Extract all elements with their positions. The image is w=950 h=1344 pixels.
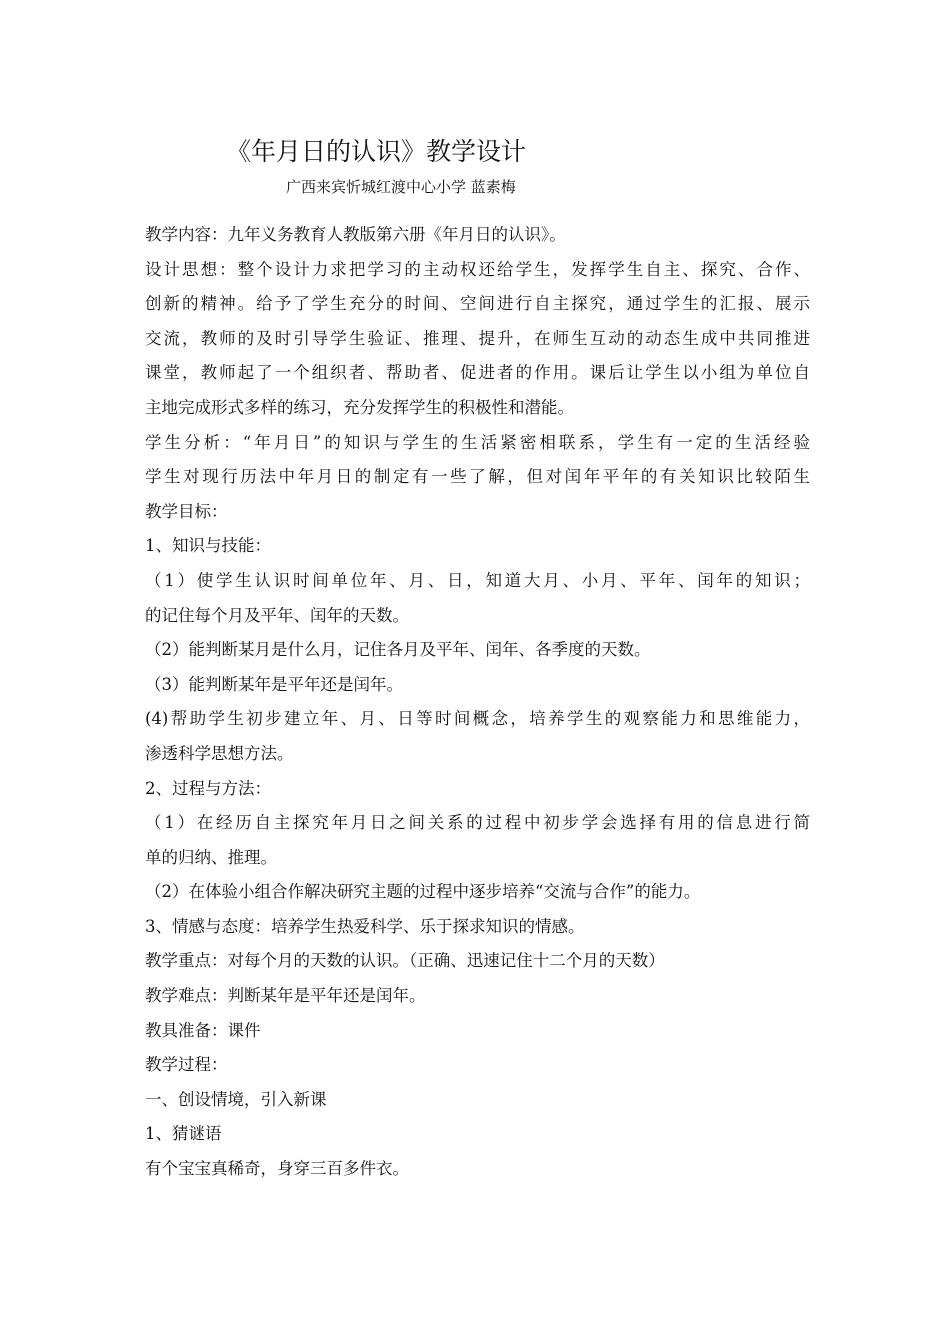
paragraph-line: （2）在体验小组合作解决研究主题的过程中逐步培养“交流与合作”的能力。 xyxy=(145,882,701,902)
paragraph-line: 1、猜谜语 xyxy=(145,1124,222,1144)
paragraph-line: 的记住每个月及平年、闰年的天数。 xyxy=(145,605,409,625)
paragraph-line: 设计思想：整个设计力求把学习的主动权还给学生，发挥学生自主、探究、合作、 xyxy=(145,259,810,279)
paragraph-line: （3）能判断某年是平年还是闰年。 xyxy=(145,674,403,694)
paragraph-line: 学生分析：“年月日”的知识与学生的生活紧密相联系，学生有一定的生活经验 xyxy=(145,432,810,452)
paragraph-line: 课堂，教师起了一个组织者、帮助者、促进者的作用。课后让学生以小组为单位自 xyxy=(145,363,810,383)
paragraph-line: 单的归纳、推理。 xyxy=(145,847,277,867)
paragraph-line: 教学内容：九年义务教育人教版第六册《年月日的认识》。 xyxy=(145,225,566,244)
paragraph-line: （1）在经历自主探究年月日之间关系的过程中初步学会选择有用的信息进行简 xyxy=(145,813,810,833)
paragraph-line: 1、知识与技能： xyxy=(145,536,271,556)
paragraph-line: 2、过程与方法： xyxy=(145,778,271,798)
paragraph-line: 主地完成形式多样的练习，充分发挥学生的积极性和潜能。 xyxy=(145,397,574,417)
paragraph-line: 创新的精神。给予了学生充分的时间、空间进行自主探究，通过学生的汇报、展示 xyxy=(145,294,810,314)
paragraph-line: 教具准备：课件 xyxy=(145,1020,261,1040)
paragraph-line: 渗透科学思想方法。 xyxy=(145,743,294,763)
document-body xyxy=(145,218,810,1187)
paragraph-line: 教学过程： xyxy=(145,1055,228,1075)
document-title: 《年月日的认识》教学设计 xyxy=(226,137,527,166)
paragraph-line: 一、创设情境，引入新课 xyxy=(145,1089,327,1109)
paragraph-line: 教学目标： xyxy=(145,501,228,521)
paragraph-line: 3、情感与态度：培养学生热爱科学、乐于探求知识的情感。 xyxy=(145,916,585,936)
paragraph-line: 教学重点：对每个月的天数的认识。（正确、迅速记住十二个月的天数） xyxy=(145,951,665,971)
paragraph-line: 有个宝宝真稀奇，身穿三百多件衣。 xyxy=(145,1159,409,1179)
paragraph-line: 学生对现行历法中年月日的制定有一些了解，但对闰年平年的有关知识比较陌生 xyxy=(145,467,810,487)
paragraph-line: （1）使学生认识时间单位年、月、日，知道大月、小月、平年、闰年的知识； xyxy=(145,570,810,590)
author-line: 广西来宾忻城红渡中心小学 蓝素梅 xyxy=(286,178,516,196)
paragraph-line: 交流，教师的及时引导学生验证、推理、提升，在师生互动的动态生成中共同推进 xyxy=(145,328,810,348)
paragraph-line: （2）能判断某月是什么月，记住各月及平年、闰年、各季度的天数。 xyxy=(145,640,651,660)
paragraph-line: 教学难点：判断某年是平年还是闰年。 xyxy=(145,986,426,1006)
paragraph-line: (4)帮助学生初步建立年、月、日等时间概念，培养学生的观察能力和思维能力， xyxy=(145,709,810,729)
